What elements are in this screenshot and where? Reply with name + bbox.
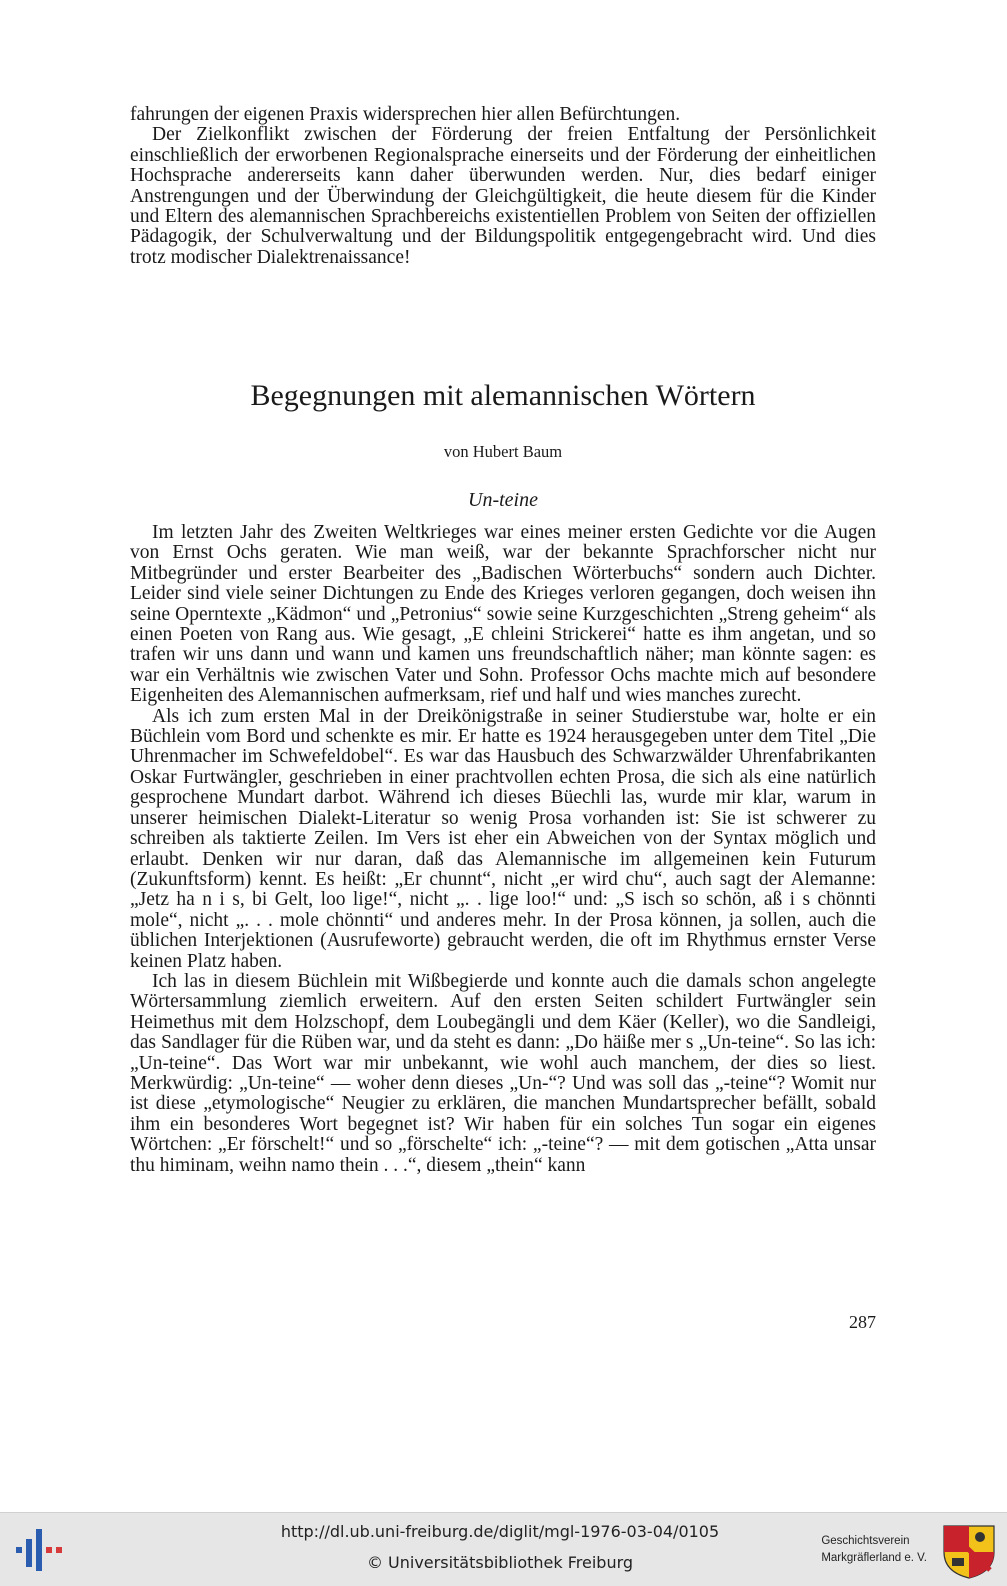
ub-logo-icon[interactable] — [14, 1525, 66, 1575]
footer-url-link[interactable]: http://dl.ub.uni-freiburg.de/diglit/mgl-1976-03-04/0105 — [280, 1522, 720, 1541]
coat-of-arms-icon — [940, 1522, 998, 1580]
org-name-line-1: Geschichtsverein — [821, 1535, 910, 1547]
intro-paragraph-2: Der Zielkonflikt zwischen der Förderung der freien Entfaltung der Persönlichkeit einschließlich der erworbenen Regionalsprache einerseits und der Förderung der einheitlichen Hochsprache andererseits kann daher überwunden werden. Nur, dies bedarf einiger Anstrengungen und der Überwindung der Gleichgültigkeit, die heute diesem für die Kinder und Eltern des alemannischen Sprachbereichs existentiellen Problem von Seiten der offiziellen Pädagogik, der Schulverwaltung und der Bildungspolitik entgegengebracht wird. Und dies trotz modischer Dialektrenaissance! — [130, 124, 876, 268]
intro-text — [130, 105, 876, 268]
body-paragraph-3: Ich las in diesem Büchlein mit Wißbegierde und konnte auch die damals schon angelegte Wörtersammlung ziemlich erweitern. Auf den ersten Seiten schildert Furtwängler sein Heimethus mit dem Holzschopf, dem Loubegängli und dem Käer (Keller), wo die Sandleigi, das Sandlager für die Rüben war, und da steht es dann: „Do häiße mer s „Un-teine“. So las ich: „Un-teine“. Das Wort war mir unbekannt, wie wohl auch manchem, der dies so liest. Merkwürdig: „Un-teine“ — woher denn dieses „Un-“? Und was soll das „-teine“? Womit nur ist diese „etymologische“ Neugier zu erklären, die manchen Mundartsprecher befällt, sobald ihm ein besonderes Wort begegnet ist? Wir haben für ein solches Tun sogar ein eigenes Wörtchen: „Er förschelt!“ und so „förschelte“ ich: „-teine“? — mit dem gotischen „Atta unsar thu himinam, weihn namo thein . . .“, diesem „thein“ kann — [130, 970, 876, 1176]
body-paragraph-2: Als ich zum ersten Mal in der Dreikönigstraße in seiner Studierstube war, holte er ein Büchlein vom Bord und schenkte es mir. Er hatte es 1924 herausgegeben unter dem Titel „Die Uhrenmacher im Schwefeldobel“. Es war das Hausbuch des Schwarzwälder Uhrenfabrikanten Oskar Furtwängler, geschrieben in einer prachtvollen echten Prosa, die sich als eine natürlich gesprochene Mundart darbot. Während ich dieses Büechli las, wurde mir klar, warum in unserer heimischen Dialekt-Literatur so wenig Prosa vorhanden ist: Sie ist schwerer zu schreiben als taktierte Zeilen. Im Vers ist eher ein Abweichen von der Syntax möglich und erlaubt. Denken wir nur daran, daß das Alemannische im allgemeinen kein Futurum (Zukunftsform) kennt. Es heißt: „Er chunnt“, nicht „er wird chu“, auch sagt der Alemanne: „Jetz ha n i s, bi Gelt, loo lige!“, nicht „. . lige loo!“ und: „S isch so schön, aß i s chönnti mole“, nicht „. . . mole chönnti“ und anderes mehr. In der Prosa können, ja sollen, auch die üblichen Interjektionen (Ausrufeworte) gebraucht werden, die oft im Rhythmus ernster Verse keinen Platz haben. — [130, 705, 876, 972]
section-title: Un-teine — [468, 489, 538, 511]
body-paragraph-1: Im letzten Jahr des Zweiten Weltkrieges war eines meiner ersten Gedichte vor die Augen von Ernst Ochs geraten. Wie man weiß, war der bekannte Sprachforscher nicht nur Mitbegründer und erster Bearbeiter des „Badischen Wörterbuchs“ sondern auch Dichter. Leider sind viele seiner Dichtungen zu Ende des Krieges verloren gegangen, doch weisen ihn seine Operntexte „Kädmon“ und „Petronius“ sowie seine Kurzgeschichten „Streng geheim“ als einen Poeten von Rang aus. Wie gesagt, „E chleini Strickerei“ hatte es ihm angetan, und so trafen wir uns dann und wann und kamen uns freundschaftlich näher; man könnte sagen: es war ein Verhältnis wie zwischen Vater und Sohn. Professor Ochs machte mich auf besondere Eigenheiten des Alemannischen aufmerksam, rief und half und wies manches zurecht. — [130, 522, 876, 707]
org-name-line-2: Markgräflerland e. V. — [821, 1552, 927, 1564]
footer-copyright: © Universitätsbibliothek Freiburg — [366, 1553, 634, 1572]
intro-paragraph-1: fahrungen der eigenen Praxis widersprechen hier allen Befürchtungen. — [130, 104, 681, 125]
article-author: von Hubert Baum — [443, 442, 563, 461]
footer-bar — [0, 1512, 1007, 1586]
page-number: 287 — [849, 1312, 876, 1332]
article-title: Begegnungen mit alemannischen Wörtern — [250, 379, 756, 412]
article-body — [130, 523, 876, 1176]
org-name — [821, 1533, 927, 1567]
